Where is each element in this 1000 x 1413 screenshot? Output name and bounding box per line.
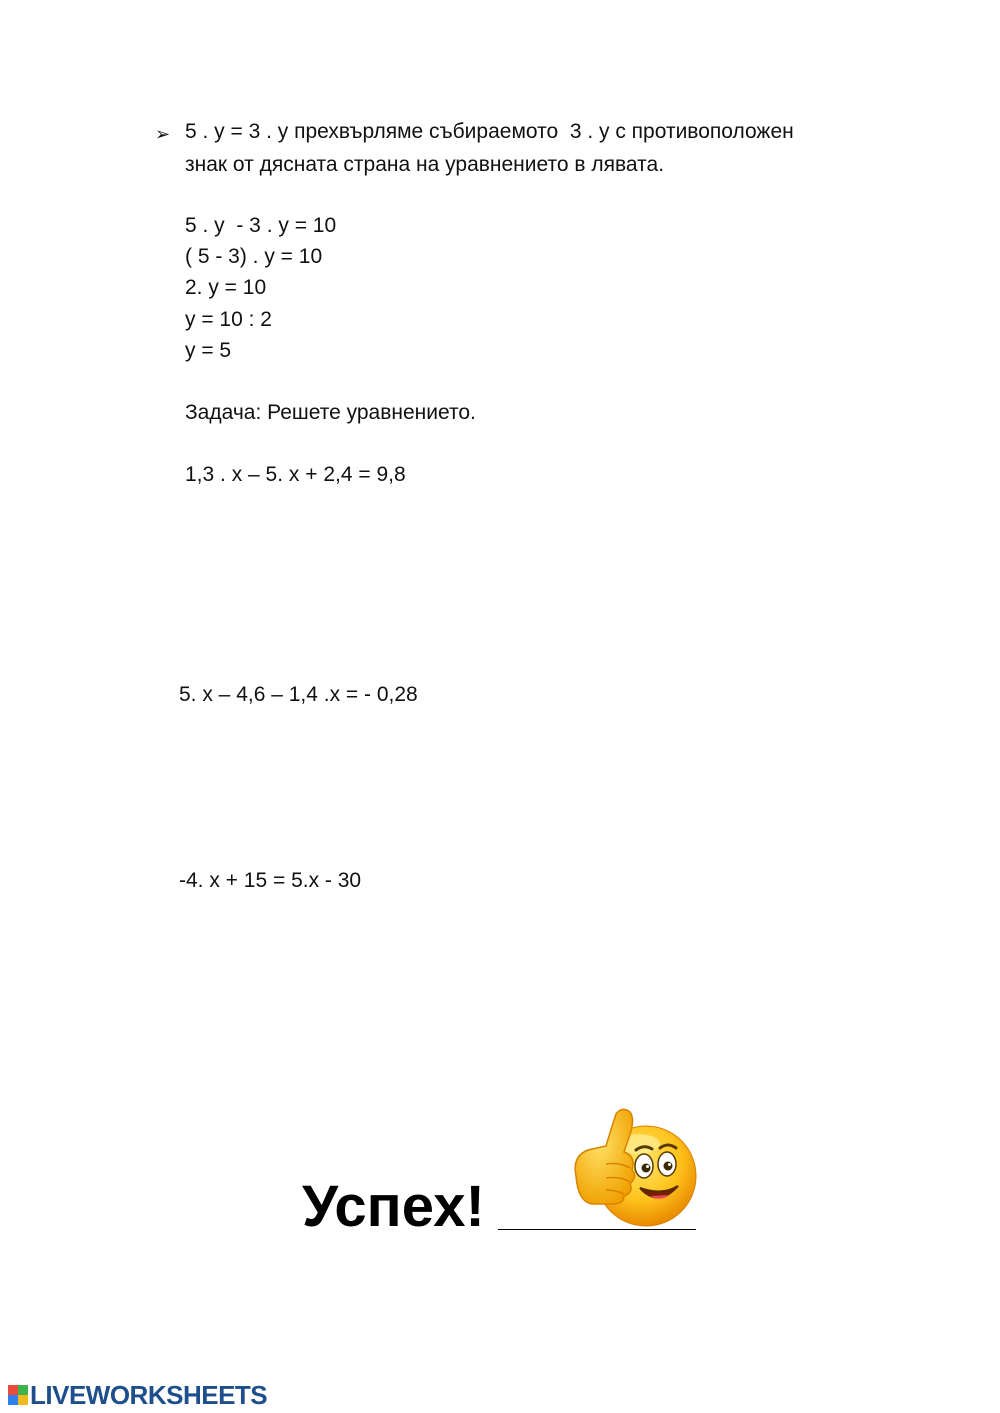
solution-step-2: ( 5 - 3) . y = 10	[185, 245, 323, 268]
thumbs-up-smiley-icon	[566, 1104, 700, 1228]
liveworksheets-logo[interactable]	[8, 1381, 267, 1409]
logo-mark-icon	[8, 1385, 28, 1405]
solution-step-3: 2. y = 10	[185, 276, 267, 299]
task-equation-2: 5. x – 4,6 – 1,4 .x = - 0,28	[179, 683, 418, 706]
logo-wordmark: LIVEWORKSHEETS	[30, 1380, 268, 1410]
intro-line-1: 5 . y = 3 . y прехвърляме събираемото 3 . y с противоположен	[185, 120, 794, 143]
logo-square-yellow	[18, 1395, 28, 1405]
solution-step-1: 5 . y - 3 . y = 10	[185, 214, 337, 237]
logo-square-red	[8, 1385, 18, 1395]
task-label: Задача: Решете уравнението.	[185, 401, 476, 424]
task-equation-3: -4. x + 15 = 5.x - 30	[179, 869, 362, 892]
intro-line-2: знак от дясната страна на уравнението в лявата.	[185, 153, 665, 176]
success-text: Успех!	[302, 1174, 485, 1239]
answer-underline	[498, 1229, 696, 1230]
solution-step-5: y = 5	[185, 339, 232, 362]
solution-step-4: y = 10 : 2	[185, 308, 272, 331]
logo-square-blue	[8, 1395, 18, 1405]
task-equation-1: 1,3 . x – 5. x + 2,4 = 9,8	[185, 463, 406, 486]
arrowhead-bullet-icon: ➢	[155, 124, 171, 144]
logo-square-green	[18, 1385, 28, 1395]
